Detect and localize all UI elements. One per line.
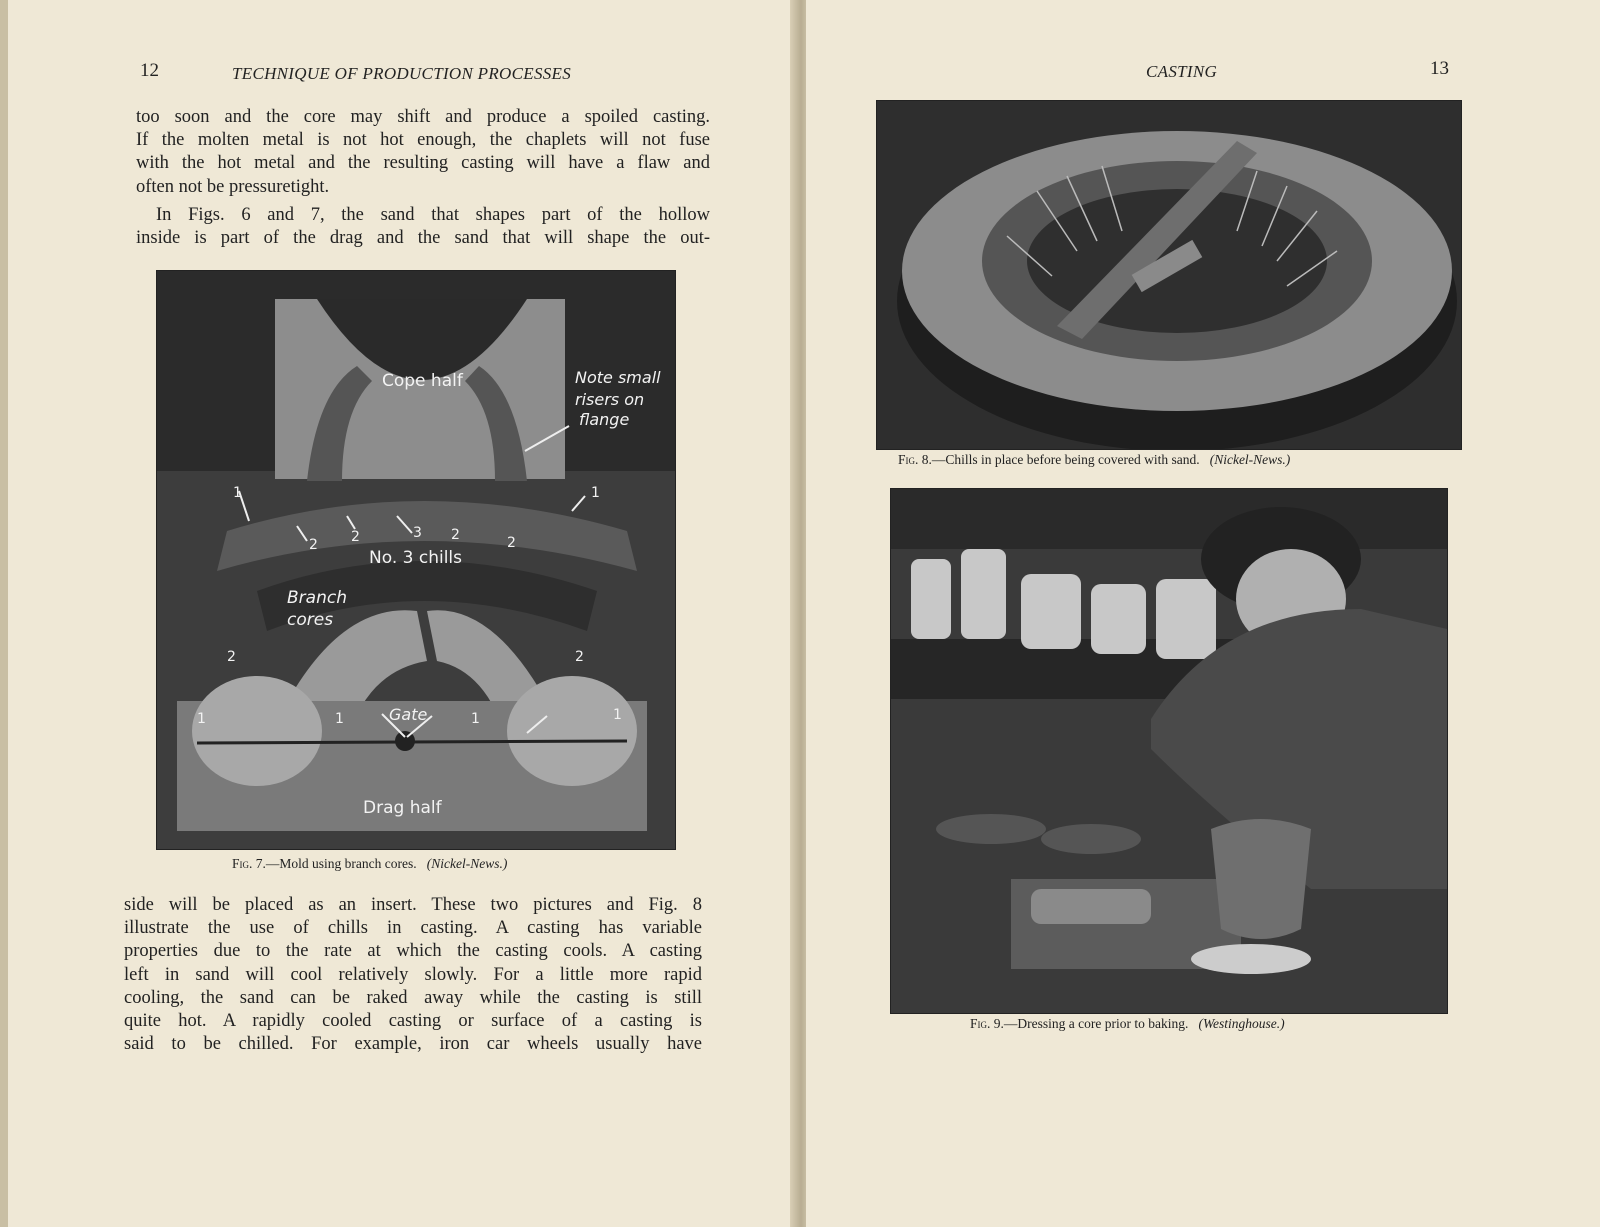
label-note-line-2: risers on — [575, 390, 645, 409]
paragraph-2 — [136, 204, 710, 250]
caption-prefix: Fig. 9. — [970, 1016, 1004, 1031]
text-line: properties due to the rate at which the casting cools. A casting — [124, 941, 702, 962]
label-number-1: 1 — [335, 711, 344, 727]
page-number-right: 13 — [1430, 58, 1449, 79]
figure-8-photo — [876, 100, 1462, 450]
page-number-left: 12 — [140, 60, 159, 81]
label-number-1: 1 — [197, 711, 206, 727]
running-head-left: TECHNIQUE OF PRODUCTION PROCESSES — [232, 64, 572, 83]
label-branch-line-1: Branch — [287, 588, 347, 608]
text-line: cooling, the sand can be raked away while the casting is still — [124, 987, 702, 1008]
label-number-2: 2 — [507, 535, 516, 551]
caption-prefix: Fig. 8. — [898, 452, 932, 467]
text-line: too soon and the core may shift and produce a spoiled casting. — [136, 107, 710, 127]
label-number-1: 1 — [471, 711, 480, 727]
caption-text: —Chills in place before being covered with sand. — [931, 452, 1200, 467]
label-number-1: 1 — [613, 707, 622, 723]
right-page — [806, 0, 1600, 1227]
text-line: quite hot. A rapidly cooled casting or surface of a casting is — [124, 1011, 702, 1032]
left-page — [8, 0, 798, 1227]
label-number-1: 1 — [591, 485, 600, 501]
caption-prefix: Fig. 7. — [232, 856, 266, 871]
caption-text: —Dressing a core prior to baking. — [1003, 1016, 1189, 1031]
label-gate: Gate — [389, 705, 428, 724]
caption-source: (Westinghouse.) — [1198, 1016, 1285, 1031]
figure-7-photo — [156, 270, 676, 850]
label-drag-half: Drag half — [363, 798, 442, 818]
text-line: In Figs. 6 and 7, the sand that shapes part of the hollow — [156, 205, 710, 225]
text-line: side will be placed as an insert. These two pictures and Fig. 8 — [124, 895, 702, 915]
text-line: said to be chilled. For example, iron car wheels usually have — [124, 1034, 702, 1055]
caption-source: (Nickel-News.) — [1209, 452, 1291, 467]
label-note-line-3: flange — [579, 410, 630, 429]
label-number-1: 1 — [233, 485, 242, 501]
label-number-2: 2 — [227, 649, 236, 665]
caption-text: —Mold using branch cores. — [265, 856, 417, 871]
chills-ring-illustration — [877, 101, 1461, 449]
core-dressing-illustration — [891, 489, 1447, 1013]
text-line: often not be pressuretight. — [136, 176, 330, 197]
figure-8-caption — [898, 452, 1290, 468]
figure-7-caption — [232, 856, 507, 872]
label-cope-half: Cope half — [382, 371, 463, 391]
label-number-3: 3 — [413, 525, 422, 541]
label-note-line-1: Note small — [575, 368, 661, 387]
label-number-2: 2 — [451, 527, 460, 543]
paragraph-1 — [136, 106, 710, 199]
text-line: illustrate the use of chills in casting. A casting has variable — [124, 918, 702, 939]
text-line: If the molten metal is not hot enough, the chaplets will not fuse — [136, 130, 710, 151]
figure-9-photo — [890, 488, 1448, 1014]
running-head-right: CASTING — [1146, 62, 1218, 81]
label-number-2: 2 — [575, 649, 584, 665]
label-chills: No. 3 chills — [369, 548, 462, 568]
text-line: with the hot metal and the resulting casting will have a flaw and — [136, 153, 710, 174]
text-line: inside is part of the drag and the sand that will shape the out- — [136, 228, 710, 249]
label-number-2: 2 — [351, 529, 360, 545]
label-branch-line-2: cores — [287, 610, 334, 630]
label-number-2: 2 — [309, 537, 318, 553]
figure-9-caption — [970, 1016, 1285, 1032]
text-line: left in sand will cool relatively slowly. For a little more rapid — [124, 964, 702, 985]
caption-source: (Nickel-News.) — [426, 856, 508, 871]
paragraph-3 — [124, 894, 702, 1056]
